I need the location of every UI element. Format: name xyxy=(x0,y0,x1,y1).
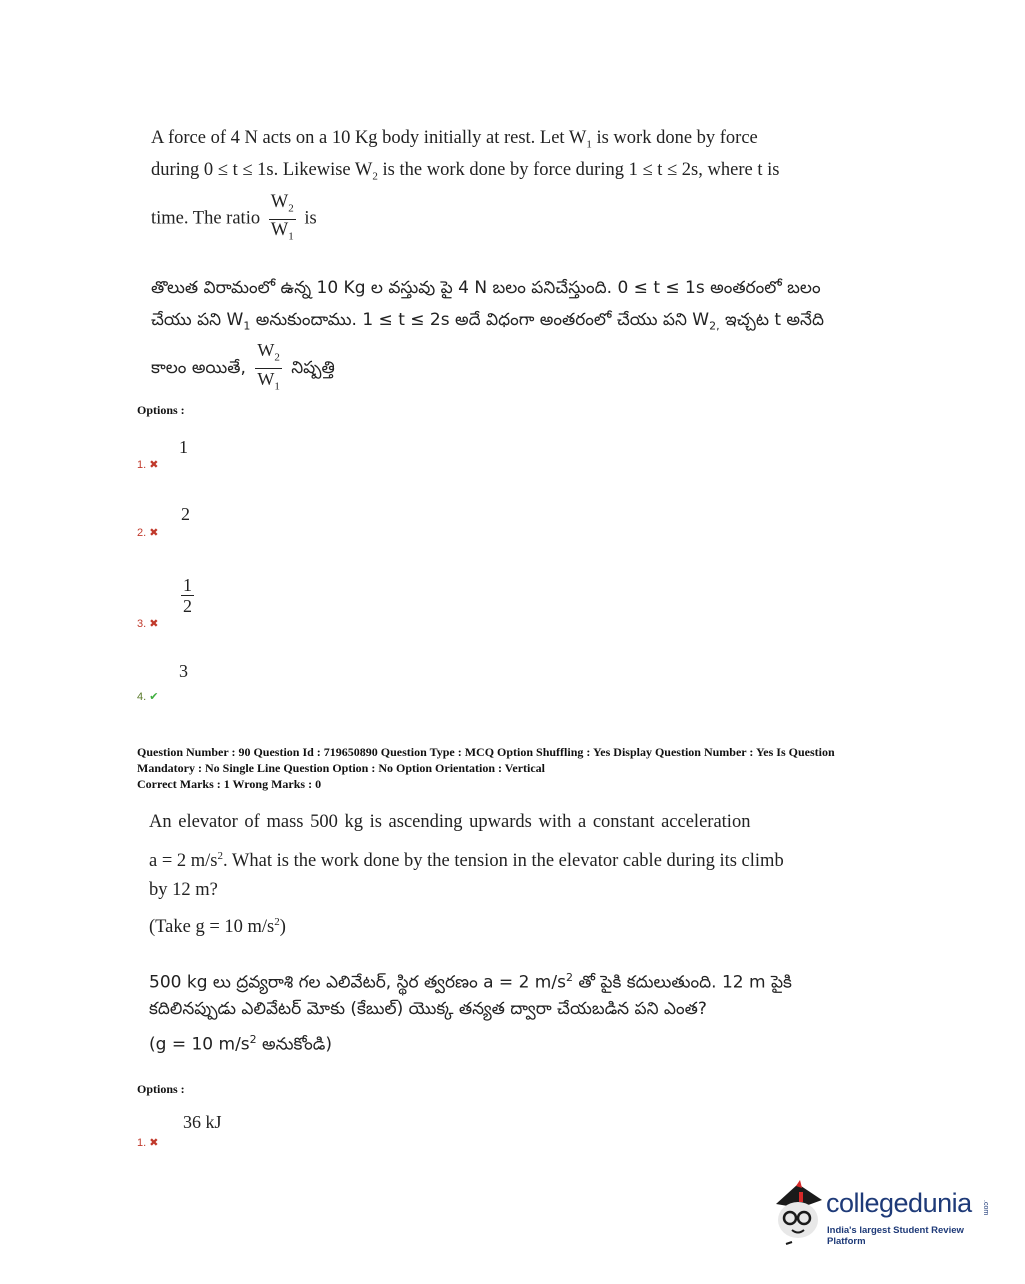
q90-en-line3: by 12 m? xyxy=(149,880,218,900)
q89-en-line1: A force of 4 N acts on a 10 Kg body initially at rest. Let $W_1$ is work done by force xyxy=(151,128,758,151)
collegedunia-logo[interactable] xyxy=(770,1178,995,1248)
q89-te-line2: చేయు పని $W_1$ అనుకుందాము. 1 ≤ t ≤ 2s అదే విధంగా అంతరంలో చేయు పని $W_{2,}$ ఇచ్చట t అనేది xyxy=(151,310,824,333)
q89-option4-number[interactable]: 4. ✔ xyxy=(137,691,159,703)
q89-option4-value: 3 xyxy=(179,661,188,681)
q89-option3-number[interactable]: 3. ✖ xyxy=(137,618,159,630)
q90-te-line3: (g = 10 $m/s^2$ అనుకోండి) xyxy=(149,1033,333,1055)
q90-option1-number[interactable]: 1. ✖ xyxy=(137,1137,159,1149)
q89-option1-value: 1 xyxy=(179,437,188,457)
q89-en-line2: during 0 ≤ t ≤ 1s. Likewise $W_2$ is the work done by force during 1 ≤ t ≤ 2s, where t is xyxy=(151,160,780,183)
q89-option3-value: $\frac{1}{2}$ xyxy=(183,575,192,616)
q89-option2-value: 2 xyxy=(181,504,190,524)
logo-tagline: India's largest Student Review Platform xyxy=(827,1225,964,1247)
q89-te-line1: తొలుత విరామంలో ఉన్న 10 Kg ల వస్తువు పై 4 N బలం పనిచేస్తుంది. 0 ≤ t ≤ 1s అంతరంలో బలం xyxy=(151,278,821,298)
q89-option1-number[interactable]: 1. ✖ xyxy=(137,459,159,471)
wrong-icon: ✖ xyxy=(149,527,159,539)
check-icon: ✔ xyxy=(149,691,159,703)
q90-en-line4: (Take g = 10 $m/s^2$) xyxy=(149,916,286,938)
ratio-fraction-te: $\frac{W_2}{W_1}$ xyxy=(257,340,280,393)
q89-option2-number[interactable]: 2. ✖ xyxy=(137,527,159,539)
wrong-icon: ✖ xyxy=(149,618,159,630)
q90-option1-value: 36 kJ xyxy=(183,1112,222,1132)
q89-en-line3: time. The ratio $\frac{W_2}{W_1}$ is xyxy=(151,192,317,246)
q90-en-line1: An elevator of mass 500 kg is ascending upwards with a constant acceleration xyxy=(149,812,751,832)
q90-te-line1: 500 kg లు ద్రవ్యరాశి గల ఎలివేటర్, స్థిర త్వరణం a = 2 $m/s^2$ తో పైకి కదులుతుంది. 12 m పైకి xyxy=(149,971,792,993)
q90-en-line2: a = 2 $m/s^2$. What is the work done by the tension in the elevator cable during its climb xyxy=(149,850,784,872)
q89-te-line3: కాలం అయితే, $\frac{W_2}{W_1}$ నిష్పత్తి xyxy=(151,340,335,396)
q90-options-label: Options : xyxy=(137,1082,185,1096)
mascot-icon xyxy=(770,1178,826,1248)
logo-name: collegedunia xyxy=(826,1188,972,1218)
wrong-icon: ✖ xyxy=(149,1137,159,1149)
ratio-fraction: $\frac{W_2}{W_1}$ xyxy=(270,192,294,243)
q90-te-line2: కదిలినప్పుడు ఎలివేటర్ మోకు (కేబుల్) యొక్క తన్యత ద్వారా చేయబడిన పని ఎంత? xyxy=(149,999,707,1019)
wrong-icon: ✖ xyxy=(149,459,159,471)
q89-options-label: Options : xyxy=(137,403,185,417)
logo-domain: .com xyxy=(982,1200,989,1216)
q90-meta: Question Number : 90 Question Id : 719650890 Question Type : MCQ Option Shuffling : Yes Display Question Number : Yes Is Question Mandatory : No Single Line Question Option : No Option Orientation : Vertical Correct Marks : 1 Wrong Marks : 0 xyxy=(137,745,835,791)
